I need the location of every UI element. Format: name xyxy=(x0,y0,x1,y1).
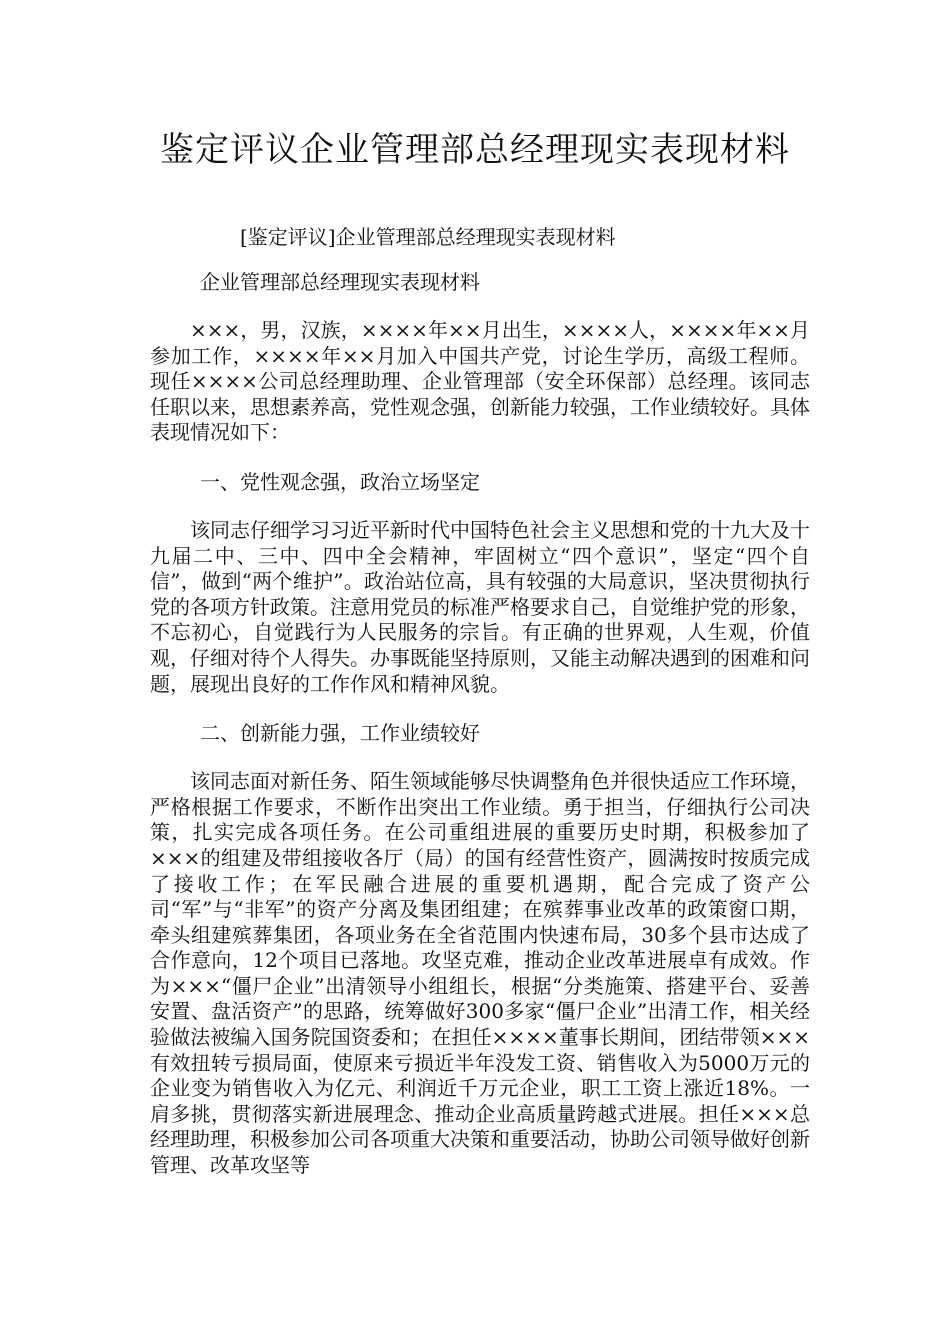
intro-heading: 企业管理部总经理现实表现材料 xyxy=(200,270,480,294)
paragraph-profile: ×××，男，汉族，××××年××月出生，××××人，××××年××月参加工作，××××年××月加入中国共产党，讨论生学历，高级工程师。现任××××公司总经理助理、企业管理部（安全环保部）总经理。该同志任职以来，思想素养高，党性观念强，创新能力较强，工作业绩较好。具体表现情况如下： xyxy=(150,318,810,445)
paragraph-section-2: 该同志面对新任务、陌生领域能够尽快调整角色并很快适应工作环境，严格根据工作要求，不断作出突出工作业绩。勇于担当，仔细执行公司决策，扎实完成各项任务。在公司重组进展的重要历史时期，积极参加了×××的组建及带组接收各厅（局）的国有经营性资产，圆满按时按质完成了接收工作；在军民融合进展的重要机遇期，配合完成了资产公司“军”与“非军”的资产分离及集团组建；在殡葬事业改革的政策窗口期，牵头组建殡葬集团，各项业务在全省范围内快速布局，30多个县市达成了合作意向，12个项目已落地。攻坚克难，推动企业改革进展卓有成效。作为×××“僵尸企业”出清领导小组组长，根据“分类施策、搭建平台、妥善安置、盘活资产”的思路，统筹做好300多家“僵尸企业”出清工作，相关经验做法被编入国务院国资委和；在担任××××董事长期间，团结带领×××有效扭转亏损局面，使原来亏损近半年没发工资、销售收入为5000万元的企业变为销售收入为亿元、利润近千万元企业，职工工资上涨近18%。一肩多挑，贯彻落实新进展理念、推动企业高质量跨越式进展。担任×××总经理助理，积极参加公司各项重大决策和重要活动，协助公司领导做好创新管理、改革攻坚等 xyxy=(150,769,810,1178)
section-heading-2: 二、创新能力强，工作业绩较好 xyxy=(200,721,480,746)
document-title: 鉴定评议企业管理部总经理现实表现材料 xyxy=(160,130,790,170)
document-body xyxy=(150,268,810,1179)
document-subtitle: [鉴定评议]企业管理部总经理现实表现材料 xyxy=(240,225,616,249)
paragraph-section-1: 该同志仔细学习习近平新时代中国特色社会主义思想和党的十九大及十九届二中、三中、四中全会精神，牢固树立“四个意识”，坚定“四个自信”，做到“两个维护”。政治站位高，具有较强的大局意识，坚决贯彻执行党的各项方针政策。注意用党员的标准严格要求自己，自觉维护党的形象，不忘初心，自觉践行为人民服务的宗旨。有正确的世界观，人生观，价值观，仔细对待个人得失。办事既能坚持原则，又能主动解决遇到的困难和问题，展现出良好的工作作风和精神风貌。 xyxy=(150,517,810,696)
section-heading-1: 一、党性观念强，政治立场坚定 xyxy=(200,469,480,494)
